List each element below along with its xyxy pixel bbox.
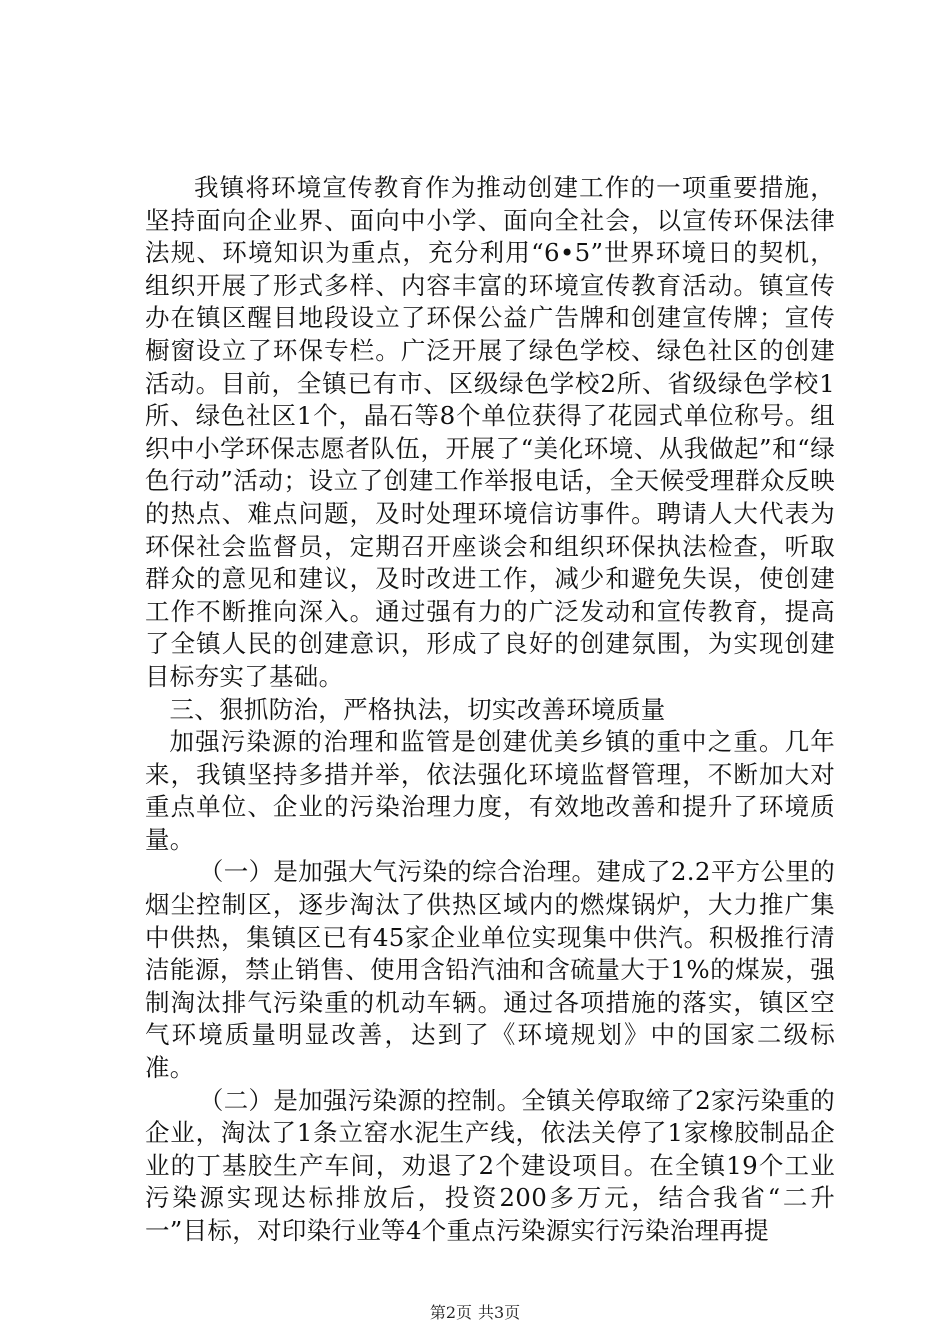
paragraph-pollution-control-intro: 加强污染源的治理和监管是创建优美乡镇的重中之重。几年来，我镇坚持多措并举，依法强化环境监督管理，不断加大对重点单位、企业的污染治理力度，有效地改善和提升了环境质量。 (145, 727, 835, 854)
page-footer (0, 1300, 950, 1323)
page-total: 共3页 (478, 1303, 521, 1322)
paragraph-pollution-source: （二）是加强污染源的控制。全镇关停取缔了2家污染重的企业，淘汰了1条立窑水泥生产线，依法关停了1家橡胶制品企业的丁基胶生产车间，劝退了2个建设项目。在全镇19个工业污染源实现达标排放后，投资200多万元，结合我省“二升一”目标，对印染行业等4个重点污染源实行污染治理再提 (145, 1085, 835, 1245)
section-heading-three: 三、狠抓防治，严格执法，切实改善环境质量 (169, 694, 666, 724)
page-number: 第2页 (429, 1303, 472, 1322)
paragraph-publicity-education: 我镇将环境宣传教育作为推动创建工作的一项重要措施，坚持面向企业界、面向中小学、面向全社会，以宣传环保法律法规、环境知识为重点，充分利用“6•5”世界环境日的契机，组织开展了形式多样、内容丰富的环境宣传教育活动。镇宣传办在镇区醒目地段设立了环保公益广告牌和创建宣传牌；宣传橱窗设立了环保专栏。广泛开展了绿色学校、绿色社区的创建活动。目前，全镇已有市、区级绿色学校2所、省级绿色学校1所、绿色社区1个，晶石等8个单位获得了花园式单位称号。组织中小学环保志愿者队伍，开展了“美化环境、从我做起”和“绿色行动”活动；设立了创建工作举报电话，全天候受理群众反映的热点、难点问题，及时处理环境信访事件。聘请人大代表为环保社会监督员，定期召开座谈会和组织环保执法检查，听取群众的意见和建议，及时改进工作，减少和避免失误，使创建工作不断推向深入。通过强有力的广泛发动和宣传教育，提高了全镇人民的创建意识，形成了良好的创建氛围，为实现创建目标夯实了基础。 (145, 173, 835, 691)
paragraph-air-pollution: （一）是加强大气污染的综合治理。建成了2.2平方公里的烟尘控制区，逐步淘汰了供热区域内的燃煤锅炉，大力推广集中供热，集镇区已有45家企业单位实现集中供汽。积极推行清洁能源，禁止销售、使用含铅汽油和含硫量大于1%的煤炭，强制淘汰排气污染重的机动车辆。通过各项措施的落实，镇区空气环境质量明显改善，达到了《环境规划》中的国家二级标准。 (145, 857, 835, 1083)
document-body (145, 172, 835, 1248)
